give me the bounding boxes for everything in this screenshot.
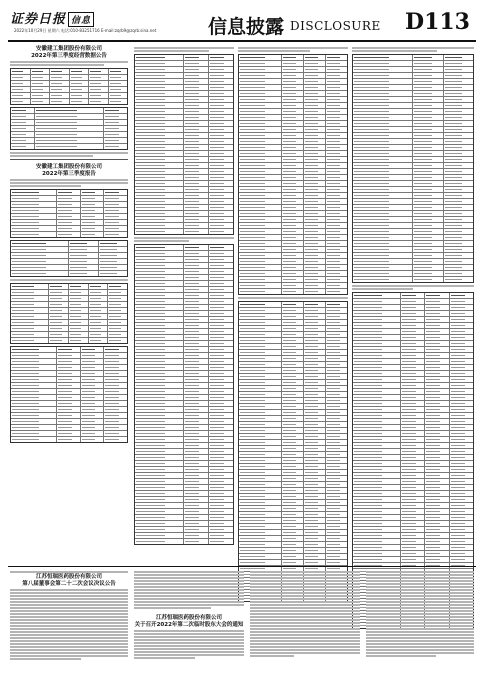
body-text-line — [134, 237, 234, 239]
body-text-line — [250, 613, 360, 615]
body-text-line — [250, 634, 360, 636]
body-text-line — [250, 637, 360, 639]
body-text-line — [366, 634, 474, 636]
body-text-line — [10, 637, 128, 639]
body-text-line — [250, 577, 360, 579]
body-text-line — [250, 619, 360, 621]
body-text-line — [10, 598, 128, 600]
data-table — [134, 54, 234, 235]
body-text-line — [366, 613, 474, 615]
body-text-line — [366, 622, 474, 624]
section-divider — [8, 566, 476, 567]
body-text-line — [10, 655, 128, 657]
body-text-line — [366, 583, 474, 585]
body-text-line — [10, 595, 128, 597]
data-table — [10, 68, 128, 105]
body-text-line — [366, 574, 474, 576]
body-text-line — [250, 589, 360, 591]
body-text-line — [134, 580, 244, 582]
body-text-line — [250, 586, 360, 588]
body-text-line — [238, 50, 310, 52]
body-text-line — [366, 571, 474, 573]
body-text-line — [134, 654, 244, 656]
body-text-line — [250, 649, 360, 651]
body-text-line — [134, 586, 244, 588]
body-text-line — [134, 240, 189, 242]
body-text-line — [250, 583, 360, 585]
body-text-line — [250, 631, 360, 633]
body-text-line — [366, 610, 474, 612]
data-table — [238, 54, 348, 295]
column-2 — [134, 46, 234, 547]
body-text-line — [366, 577, 474, 579]
body-text-line — [366, 646, 474, 648]
body-text-line — [250, 595, 360, 597]
body-text-line — [250, 598, 360, 600]
announcement-title: 关于召开2022年第二次临时股东大会的通知 — [134, 622, 244, 628]
body-text-line — [238, 297, 348, 299]
body-text-line — [366, 640, 474, 642]
body-text-line — [10, 607, 128, 609]
body-text-line — [250, 646, 360, 648]
body-text-line — [366, 580, 474, 582]
bottom-column-3 — [250, 570, 360, 658]
body-text-line — [10, 61, 128, 63]
body-text-line — [250, 640, 360, 642]
body-text-line — [250, 655, 294, 657]
section-title-en: DISCLOSURE — [290, 19, 381, 33]
body-text-line — [366, 655, 436, 657]
body-text-line — [134, 574, 244, 576]
body-text-line — [250, 580, 360, 582]
announcement-company: 安徽建工集团股份有限公司 — [35, 164, 102, 170]
body-text-line — [134, 630, 244, 632]
body-text-line — [134, 648, 244, 650]
data-table — [10, 189, 128, 238]
body-text-line — [366, 601, 474, 603]
logo-tag: 信息 — [68, 12, 94, 27]
body-text-line — [352, 47, 474, 49]
announcement-company: 江苏恒瑞医药股份有限公司 — [155, 615, 222, 621]
section-title: 信息披露 — [208, 16, 285, 38]
body-text-line — [10, 628, 128, 630]
body-text-line — [366, 598, 474, 600]
body-text-line — [134, 645, 244, 647]
body-text-line — [250, 628, 360, 630]
body-text-line — [10, 631, 128, 633]
body-text-line — [250, 604, 360, 606]
body-text-line — [250, 652, 360, 654]
body-text-line — [366, 652, 474, 654]
body-text-line — [250, 601, 360, 603]
masthead — [8, 6, 476, 40]
body-text-line — [10, 646, 128, 648]
body-text-line — [134, 592, 244, 594]
body-text-line — [10, 601, 128, 603]
bottom-column-1 — [10, 570, 128, 661]
body-text-line — [134, 636, 244, 638]
body-text-line — [10, 571, 128, 573]
body-text-line — [10, 152, 128, 154]
body-text-line — [134, 50, 209, 52]
body-text-line — [134, 657, 195, 659]
announcement-title: 2022年第三季度报告 — [42, 171, 96, 177]
data-table — [10, 107, 128, 150]
body-text-line — [10, 279, 128, 281]
body-text-line — [10, 616, 128, 618]
body-text-line — [10, 643, 128, 645]
column-3 — [238, 46, 348, 604]
body-text-line — [10, 634, 128, 636]
body-text-line — [10, 649, 128, 651]
body-text-line — [366, 607, 474, 609]
data-table — [10, 240, 128, 277]
body-text-line — [250, 574, 360, 576]
announcement-company: 安徽建工集团股份有限公司 — [35, 46, 102, 52]
body-text-line — [10, 179, 128, 181]
body-text-line — [366, 649, 474, 651]
body-text-line — [10, 182, 128, 184]
body-text-line — [10, 619, 128, 621]
body-text-line — [134, 633, 244, 635]
body-text-line — [352, 285, 474, 287]
body-text-line — [134, 571, 244, 573]
body-text-line — [352, 288, 413, 290]
body-text-line — [10, 589, 128, 591]
page-number: D113 — [404, 9, 470, 35]
body-text-line — [10, 604, 128, 606]
column-4 — [352, 46, 474, 631]
body-text-line — [134, 601, 244, 603]
body-text-line — [10, 613, 128, 615]
body-text-line — [134, 47, 234, 49]
body-text-line — [134, 604, 244, 606]
data-table — [352, 54, 474, 283]
body-text-line — [134, 595, 244, 597]
data-table — [10, 346, 128, 443]
body-text-line — [10, 610, 128, 612]
body-text-line — [10, 640, 128, 642]
body-text-line — [10, 658, 81, 660]
body-text-line — [366, 619, 474, 621]
body-text-line — [366, 589, 474, 591]
announcement-title: 2022年第三季度经营数据公告 — [31, 53, 107, 59]
body-text-line — [250, 622, 360, 624]
body-text-line — [352, 50, 437, 52]
body-text-line — [10, 652, 128, 654]
body-text-line — [366, 637, 474, 639]
body-text-line — [366, 595, 474, 597]
body-text-line — [366, 604, 474, 606]
body-text-line — [134, 589, 244, 591]
body-text-line — [250, 571, 360, 573]
body-text-line — [250, 625, 360, 627]
body-text-line — [366, 643, 474, 645]
data-table — [134, 244, 234, 545]
body-text-line — [10, 64, 104, 66]
newspaper-logo: 证券日报 信息 — [10, 8, 94, 27]
bottom-column-4 — [366, 570, 474, 658]
body-text-line — [366, 631, 474, 633]
body-text-line — [250, 610, 360, 612]
body-text-line — [366, 592, 474, 594]
masthead-rule — [8, 40, 476, 42]
announcement-company: 江苏恒瑞医药股份有限公司 — [35, 574, 102, 580]
divider — [10, 159, 128, 160]
body-text-line — [134, 639, 244, 641]
body-text-line — [10, 622, 128, 624]
body-text-line — [134, 642, 244, 644]
column-1 — [10, 46, 128, 445]
data-table — [238, 301, 348, 602]
body-text-line — [134, 607, 211, 609]
body-text-line — [10, 592, 128, 594]
body-text-line — [250, 643, 360, 645]
body-text-line — [366, 616, 474, 618]
body-text-line — [366, 625, 474, 627]
body-text-line — [250, 592, 360, 594]
data-table — [10, 283, 128, 344]
body-text-line — [250, 607, 360, 609]
edition-line: 2022年10月29日 星期六 电话:010-83251716 E-mail:zqrb9@zqrb.sina.net — [14, 28, 157, 33]
body-text-line — [134, 583, 244, 585]
body-text-line — [134, 577, 244, 579]
body-text-line — [366, 628, 474, 630]
body-text-line — [10, 185, 81, 187]
body-text-line — [10, 625, 128, 627]
body-text-line — [250, 616, 360, 618]
body-text-line — [134, 598, 244, 600]
body-text-line — [366, 586, 474, 588]
announcement-title: 第八届董事会第二十二次会议决议公告 — [22, 581, 116, 587]
body-text-line — [134, 651, 244, 653]
bottom-column-2 — [134, 570, 244, 660]
body-text-line — [238, 47, 348, 49]
body-text-line — [10, 155, 93, 157]
